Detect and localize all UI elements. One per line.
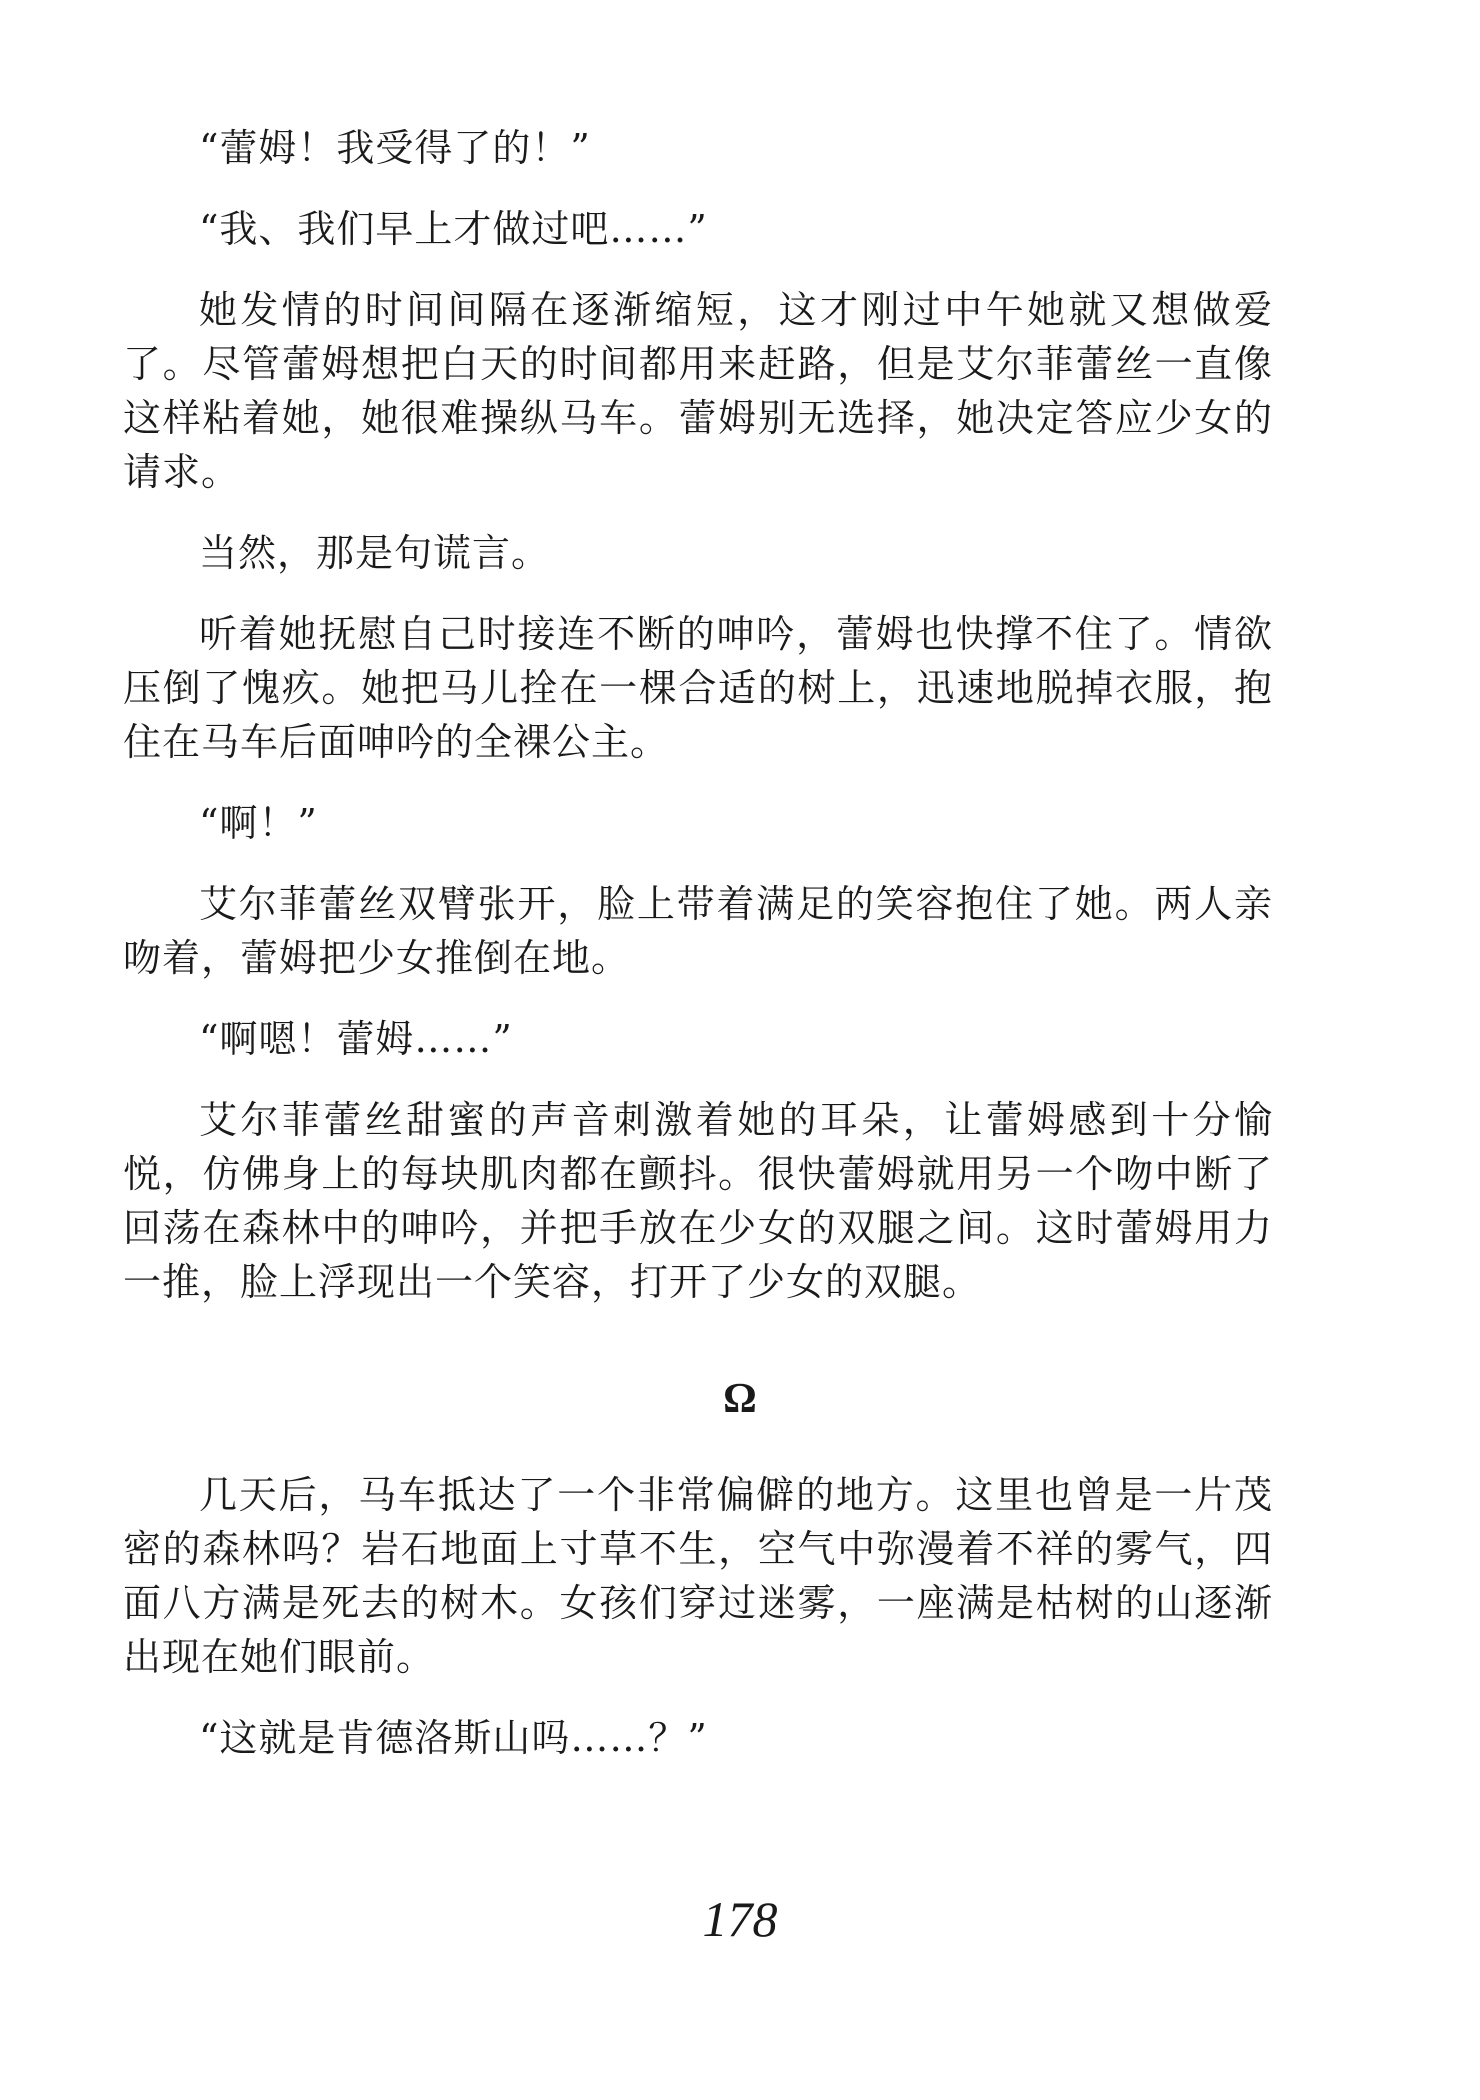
paragraph: “啊！” — [199, 801, 318, 845]
paragraph: 几天后，马车抵达了一个非常偏僻的地方。这里也曾是一片茂密的森林吗？岩石地面上寸草不生，空气中弥漫着不祥的雾气，四面八方满是死去的树木。女孩们穿过迷雾，一座满是枯树的山逐渐出现在她们眼前。 — [123, 1473, 1273, 1679]
section-break-symbol: Ω — [723, 1376, 757, 1422]
paragraph: 艾尔菲蕾丝甜蜜的声音刺激着她的耳朵，让蕾姆感到十分愉悦，仿佛身上的每块肌肉都在颤抖。很快蕾姆就用另一个吻中断了回荡在森林中的呻吟，并把手放在少女的双腿之间。这时蕾姆用力一推，脸上浮现出一个笑容，打开了少女的双腿。 — [123, 1098, 1273, 1304]
paragraph: 她发情的时间间隔在逐渐缩短，这才刚过中午她就又想做爱了。尽管蕾姆想把白天的时间都用来赶路，但是艾尔菲蕾丝一直像这样粘着她，她很难操纵马车。蕾姆别无选择，她决定答应少女的请求。 — [123, 288, 1273, 494]
text-block-upper — [123, 121, 1273, 1309]
page-number: 178 — [702, 1891, 778, 1947]
paragraph: “蕾姆！我受得了的！” — [199, 126, 591, 170]
paragraph: “这就是肯德洛斯山吗……？” — [199, 1716, 708, 1760]
paragraph: 艾尔菲蕾丝双臂张开，脸上带着满足的笑容抱住了她。两人亲吻着，蕾姆把少女推倒在地。 — [123, 882, 1273, 980]
text-block-lower — [123, 1468, 1273, 1765]
paragraph: “啊嗯！蕾姆……” — [199, 1017, 513, 1061]
paragraph: “我、我们早上才做过吧……” — [199, 207, 708, 251]
paragraph: 当然，那是句谎言。 — [199, 531, 551, 575]
paragraph: 听着她抚慰自己时接连不断的呻吟，蕾姆也快撑不住了。情欲压倒了愧疚。她把马儿拴在一棵合适的树上，迅速地脱掉衣服，抱住在马车后面呻吟的全裸公主。 — [123, 612, 1273, 764]
